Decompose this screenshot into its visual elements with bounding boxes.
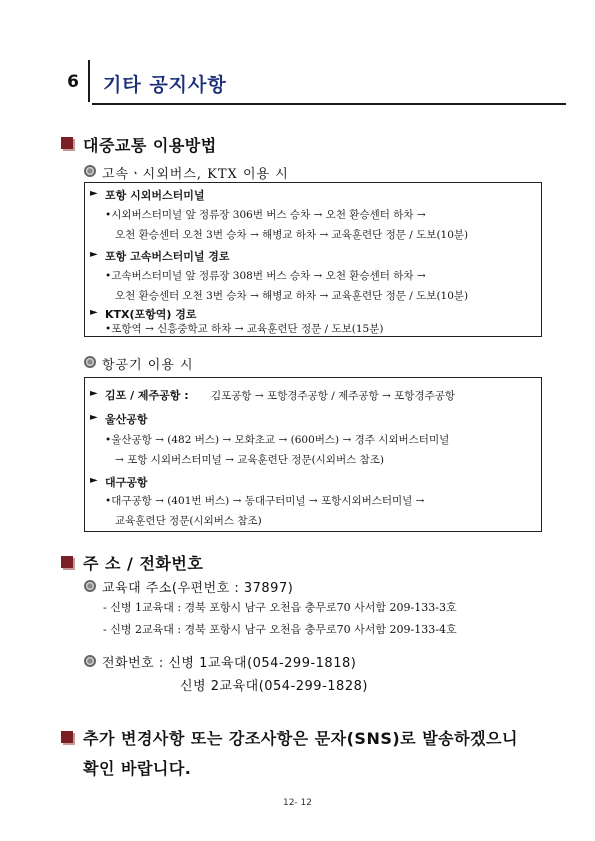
bus-group-title: 포항 시외버스터미널 [105, 189, 205, 202]
square-bullet-icon [61, 556, 73, 568]
square-bullet-icon [61, 137, 73, 149]
bus-group-line: •포항역 → 신흥중학교 하차 → 교육훈련단 정문 / 도보(15분) [105, 323, 384, 335]
section-title: 기타 공지사항 [103, 74, 227, 96]
air-group-title: 대구공항 [105, 476, 148, 489]
address-label: 교육대 주소(우편번호 : 37897) [102, 581, 294, 596]
notice-line: 추가 변경사항 또는 강조사항은 문자(SNS)로 발송하겠으니 [83, 729, 518, 748]
circle-bullet-icon [84, 356, 96, 368]
triangle-bullet-icon: ► [90, 307, 98, 318]
circle-bullet-icon [84, 655, 96, 667]
section-number: 6 [67, 72, 79, 92]
phone-line: 신병 2교육대(054-299-1828) [180, 679, 368, 694]
section-underline [92, 103, 566, 105]
air-info-box [84, 377, 542, 532]
transport-heading: 대중교통 이용방법 [83, 136, 217, 155]
bus-info-box [84, 182, 542, 337]
bus-group-title: KTX(포항역) 경로 [105, 308, 197, 321]
air-group-line: •울산공항 → (482 버스) → 모화초교 → (600버스) → 경주 시외버스터미널 [105, 434, 450, 446]
triangle-bullet-icon: ► [90, 388, 98, 399]
circle-bullet-icon [84, 165, 96, 177]
air-group-title: 울산공항 [105, 413, 148, 426]
circle-bullet-icon [84, 580, 96, 592]
page-number: 12- 12 [282, 798, 312, 808]
triangle-bullet-icon: ► [90, 412, 98, 423]
air-first-title: 김포 / 제주공항 : [105, 389, 189, 402]
bus-group-line: 오천 환승센터 오천 3번 승차 → 해병교 하차 → 교육훈련단 정문 / 도보(10분) [115, 229, 469, 241]
square-bullet-icon [61, 731, 73, 743]
bus-heading: 고속ㆍ시외버스, KTX 이용 시 [102, 167, 289, 182]
air-group-line: 교육훈련단 정문(시외버스 참조) [115, 515, 262, 527]
bus-group-line: •고속버스터미널 앞 정류장 308번 버스 승차 → 오천 환승센터 하차 → [105, 270, 426, 282]
triangle-bullet-icon: ► [90, 249, 98, 260]
triangle-bullet-icon: ► [90, 188, 98, 199]
address-heading: 주 소 / 전화번호 [83, 554, 204, 573]
bus-group-title: 포항 고속버스터미널 경로 [105, 250, 230, 263]
bus-group-line: •시외버스터미널 앞 정류장 306번 버스 승차 → 오천 환승센터 하차 → [105, 209, 426, 221]
triangle-bullet-icon: ► [90, 475, 98, 486]
notice-line: 확인 바랍니다. [83, 759, 192, 778]
section-divider [88, 60, 90, 102]
air-group-line: •대구공항 → (401번 버스) → 동대구터미널 → 포항시외버스터미널 → [105, 495, 425, 507]
address-line: - 신병 1교육대 : 경북 포항시 남구 오천읍 충무로70 사서함 209-133-3호 [103, 601, 457, 614]
address-line: - 신병 2교육대 : 경북 포항시 남구 오천읍 충무로70 사서함 209-133-4호 [103, 623, 457, 636]
phone-line: 전화번호 : 신병 1교육대(054-299-1818) [102, 656, 357, 671]
air-heading: 항공기 이용 시 [102, 358, 194, 373]
air-first-text: 김포공항 → 포항경주공항 / 제주공항 → 포항경주공항 [211, 390, 456, 402]
air-group-line: → 포항 시외버스터미널 → 교육훈련단 정문(시외버스 참조) [115, 454, 384, 466]
bus-group-line: 오천 환승센터 오천 3번 승차 → 해병교 하차 → 교육훈련단 정문 / 도보(10분) [115, 290, 469, 302]
